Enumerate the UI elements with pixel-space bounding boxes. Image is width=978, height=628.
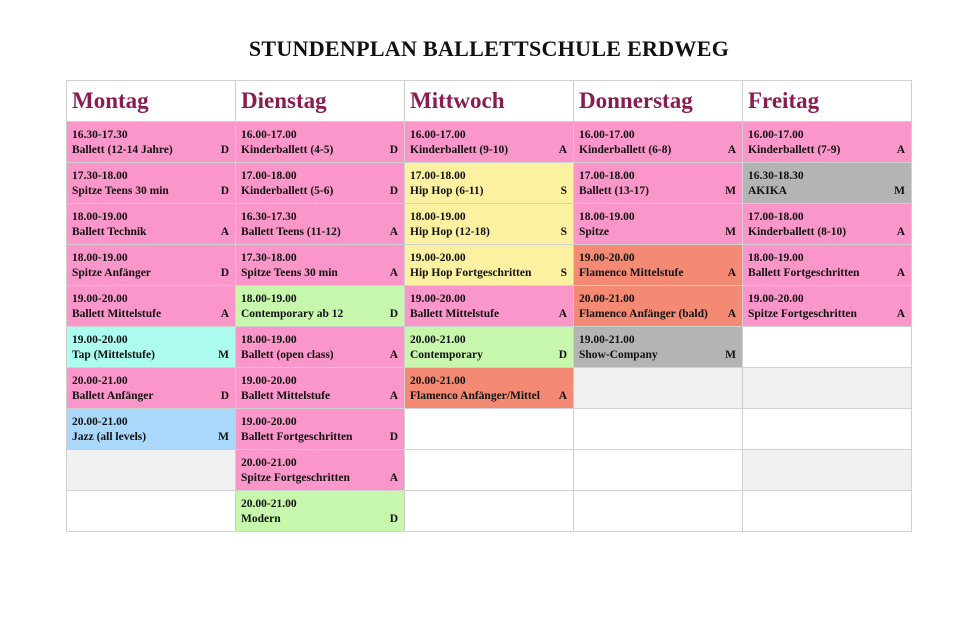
class-time: 16.00-17.00 xyxy=(410,129,466,141)
class-level: M xyxy=(725,349,736,361)
class-name: Kinderballett (8-10) xyxy=(748,226,847,238)
class-name: Spitze Teens 30 min xyxy=(72,185,169,197)
class-cell xyxy=(574,204,743,245)
class-cell xyxy=(743,204,912,245)
class-name: Contemporary xyxy=(410,349,483,361)
class-name: Show-Company xyxy=(579,349,658,361)
day-header-donnerstag xyxy=(574,81,743,122)
class-cell xyxy=(236,286,405,327)
class-level: M xyxy=(894,185,905,197)
empty-cell xyxy=(574,409,743,450)
class-time: 19.00-20.00 xyxy=(241,375,297,387)
day-header-label: Montag xyxy=(72,88,149,113)
class-level: A xyxy=(558,144,567,156)
class-time: 19.00-20.00 xyxy=(241,416,297,428)
class-name: Ballett Teens (11-12) xyxy=(241,226,341,238)
class-name: Ballett Mittelstufe xyxy=(72,308,162,320)
class-cell xyxy=(67,327,236,368)
class-level: A xyxy=(727,144,736,156)
timetable-grid xyxy=(66,80,912,532)
class-cell xyxy=(405,204,574,245)
class-name: Jazz (all levels) xyxy=(72,431,147,443)
class-level: D xyxy=(389,144,398,156)
class-cell xyxy=(743,245,912,286)
class-cell xyxy=(743,286,912,327)
class-cell xyxy=(743,122,912,163)
class-name: AKIKA xyxy=(748,185,787,197)
class-time: 18.00-19.00 xyxy=(72,252,128,264)
class-cell xyxy=(236,368,405,409)
class-level: S xyxy=(560,267,567,279)
class-name: Tap (Mittelstufe) xyxy=(72,349,155,361)
class-cell xyxy=(67,204,236,245)
class-time: 19.00-21.00 xyxy=(579,334,635,346)
class-level: D xyxy=(558,349,567,361)
class-level: A xyxy=(220,226,229,238)
empty-cell xyxy=(743,450,912,491)
empty-cell xyxy=(743,368,912,409)
class-cell xyxy=(405,122,574,163)
class-level: A xyxy=(558,390,567,402)
class-cell xyxy=(67,409,236,450)
class-name: Hip Hop (12-18) xyxy=(410,226,490,238)
day-header-label: Mittwoch xyxy=(410,88,505,113)
class-cell xyxy=(236,245,405,286)
class-time: 20.00-21.00 xyxy=(579,293,635,305)
class-name: Flamenco Anfänger (bald) xyxy=(579,308,708,320)
class-time: 16.00-17.00 xyxy=(241,129,297,141)
class-level: A xyxy=(558,308,567,320)
class-name: Flamenco Anfänger/Mittel xyxy=(410,390,540,402)
class-level: M xyxy=(218,349,229,361)
class-level: D xyxy=(389,185,398,197)
class-cell xyxy=(405,245,574,286)
class-level: D xyxy=(220,267,229,279)
class-cell xyxy=(67,286,236,327)
empty-cell xyxy=(405,450,574,491)
class-cell xyxy=(743,163,912,204)
class-level: D xyxy=(220,185,229,197)
class-level: A xyxy=(896,267,905,279)
page-title: STUNDENPLAN BALLETTSCHULE ERDWEG xyxy=(248,36,730,61)
day-header-label: Donnerstag xyxy=(579,88,693,113)
class-name: Spitze xyxy=(579,226,610,238)
class-cell xyxy=(236,327,405,368)
class-time: 17.30-18.00 xyxy=(241,252,297,264)
day-header-dienstag xyxy=(236,81,405,122)
class-time: 17.00-18.00 xyxy=(748,211,804,223)
class-name: Kinderballett (7-9) xyxy=(748,144,841,156)
class-name: Spitze Fortgeschritten xyxy=(748,308,857,320)
class-cell xyxy=(574,122,743,163)
class-time: 18.00-19.00 xyxy=(241,334,297,346)
class-cell xyxy=(574,327,743,368)
class-name: Ballett (open class) xyxy=(241,349,334,361)
empty-cell xyxy=(67,450,236,491)
class-time: 19.00-20.00 xyxy=(410,252,466,264)
class-time: 16.30-17.30 xyxy=(241,211,297,223)
class-name: Spitze Fortgeschritten xyxy=(241,472,350,484)
class-time: 16.30-17.30 xyxy=(72,129,128,141)
class-time: 20.00-21.00 xyxy=(241,457,297,469)
empty-cell xyxy=(574,450,743,491)
empty-cell xyxy=(743,409,912,450)
day-header-label: Dienstag xyxy=(241,88,327,113)
class-time: 18.00-19.00 xyxy=(748,252,804,264)
empty-cell xyxy=(743,327,912,368)
class-cell xyxy=(236,450,405,491)
class-name: Kinderballett (9-10) xyxy=(410,144,509,156)
class-cell xyxy=(67,163,236,204)
class-time: 18.00-19.00 xyxy=(410,211,466,223)
class-level: S xyxy=(560,185,567,197)
class-level: A xyxy=(389,349,398,361)
class-name: Spitze Anfänger xyxy=(72,267,151,279)
class-time: 20.00-21.00 xyxy=(410,375,466,387)
class-time: 19.00-20.00 xyxy=(748,293,804,305)
class-level: A xyxy=(896,226,905,238)
day-header-label: Freitag xyxy=(748,88,820,113)
class-level: A xyxy=(220,308,229,320)
class-time: 17.00-18.00 xyxy=(579,170,635,182)
class-name: Kinderballett (6-8) xyxy=(579,144,672,156)
class-name: Ballett Technik xyxy=(72,226,147,238)
class-level: A xyxy=(727,308,736,320)
class-name: Ballett Mittelstufe xyxy=(410,308,500,320)
class-level: M xyxy=(218,431,229,443)
day-header-freitag xyxy=(743,81,912,122)
class-cell xyxy=(67,368,236,409)
class-time: 20.00-21.00 xyxy=(72,416,128,428)
class-name: Ballett Fortgeschritten xyxy=(748,267,860,279)
class-time: 20.00-21.00 xyxy=(72,375,128,387)
class-time: 16.30-18.30 xyxy=(748,170,804,182)
class-name: Modern xyxy=(241,513,281,525)
class-time: 19.00-20.00 xyxy=(72,334,128,346)
empty-cell xyxy=(574,491,743,532)
class-name: Hip Hop (6-11) xyxy=(410,185,484,197)
empty-cell xyxy=(405,491,574,532)
class-level: D xyxy=(389,513,398,525)
class-level: A xyxy=(896,144,905,156)
class-cell xyxy=(574,286,743,327)
class-level: A xyxy=(389,390,398,402)
class-name: Ballett Fortgeschritten xyxy=(241,431,353,443)
class-level: A xyxy=(389,472,398,484)
class-time: 18.00-19.00 xyxy=(72,211,128,223)
class-name: Ballett Mittelstufe xyxy=(241,390,331,402)
class-cell xyxy=(67,245,236,286)
class-cell xyxy=(67,122,236,163)
class-level: D xyxy=(389,308,398,320)
class-cell xyxy=(574,163,743,204)
class-name: Ballett Anfänger xyxy=(72,390,154,402)
class-cell xyxy=(236,409,405,450)
class-time: 17.30-18.00 xyxy=(72,170,128,182)
class-cell xyxy=(236,122,405,163)
class-name: Ballett (12-14 Jahre) xyxy=(72,144,173,156)
class-cell xyxy=(405,327,574,368)
empty-cell xyxy=(743,491,912,532)
class-name: Kinderballett (5-6) xyxy=(241,185,334,197)
class-time: 18.00-19.00 xyxy=(579,211,635,223)
class-time: 19.00-20.00 xyxy=(579,252,635,264)
day-header-mittwoch xyxy=(405,81,574,122)
class-time: 19.00-20.00 xyxy=(410,293,466,305)
class-name: Kinderballett (4-5) xyxy=(241,144,334,156)
class-level: A xyxy=(896,308,905,320)
class-level: A xyxy=(389,226,398,238)
class-time: 17.00-18.00 xyxy=(410,170,466,182)
class-level: A xyxy=(727,267,736,279)
day-header-montag xyxy=(67,81,236,122)
class-level: S xyxy=(560,226,567,238)
class-time: 16.00-17.00 xyxy=(579,129,635,141)
class-cell xyxy=(236,204,405,245)
class-cell xyxy=(574,245,743,286)
class-cell xyxy=(405,163,574,204)
class-name: Spitze Teens 30 min xyxy=(241,267,338,279)
empty-cell xyxy=(574,368,743,409)
class-name: Contemporary ab 12 xyxy=(241,308,344,320)
class-time: 20.00-21.00 xyxy=(410,334,466,346)
class-time: 17.00-18.00 xyxy=(241,170,297,182)
class-level: M xyxy=(725,226,736,238)
class-name: Ballett (13-17) xyxy=(579,185,649,197)
empty-cell xyxy=(405,409,574,450)
class-level: D xyxy=(220,390,229,402)
class-name: Flamenco Mittelstufe xyxy=(579,267,684,279)
empty-cell xyxy=(67,491,236,532)
class-cell xyxy=(405,286,574,327)
class-time: 20.00-21.00 xyxy=(241,498,297,510)
class-level: M xyxy=(725,185,736,197)
class-time: 18.00-19.00 xyxy=(241,293,297,305)
class-level: D xyxy=(220,144,229,156)
class-cell xyxy=(236,163,405,204)
class-time: 19.00-20.00 xyxy=(72,293,128,305)
class-cell xyxy=(405,368,574,409)
class-level: A xyxy=(389,267,398,279)
class-time: 16.00-17.00 xyxy=(748,129,804,141)
class-level: D xyxy=(389,431,398,443)
class-cell xyxy=(236,491,405,532)
class-name: Hip Hop Fortgeschritten xyxy=(410,267,532,279)
